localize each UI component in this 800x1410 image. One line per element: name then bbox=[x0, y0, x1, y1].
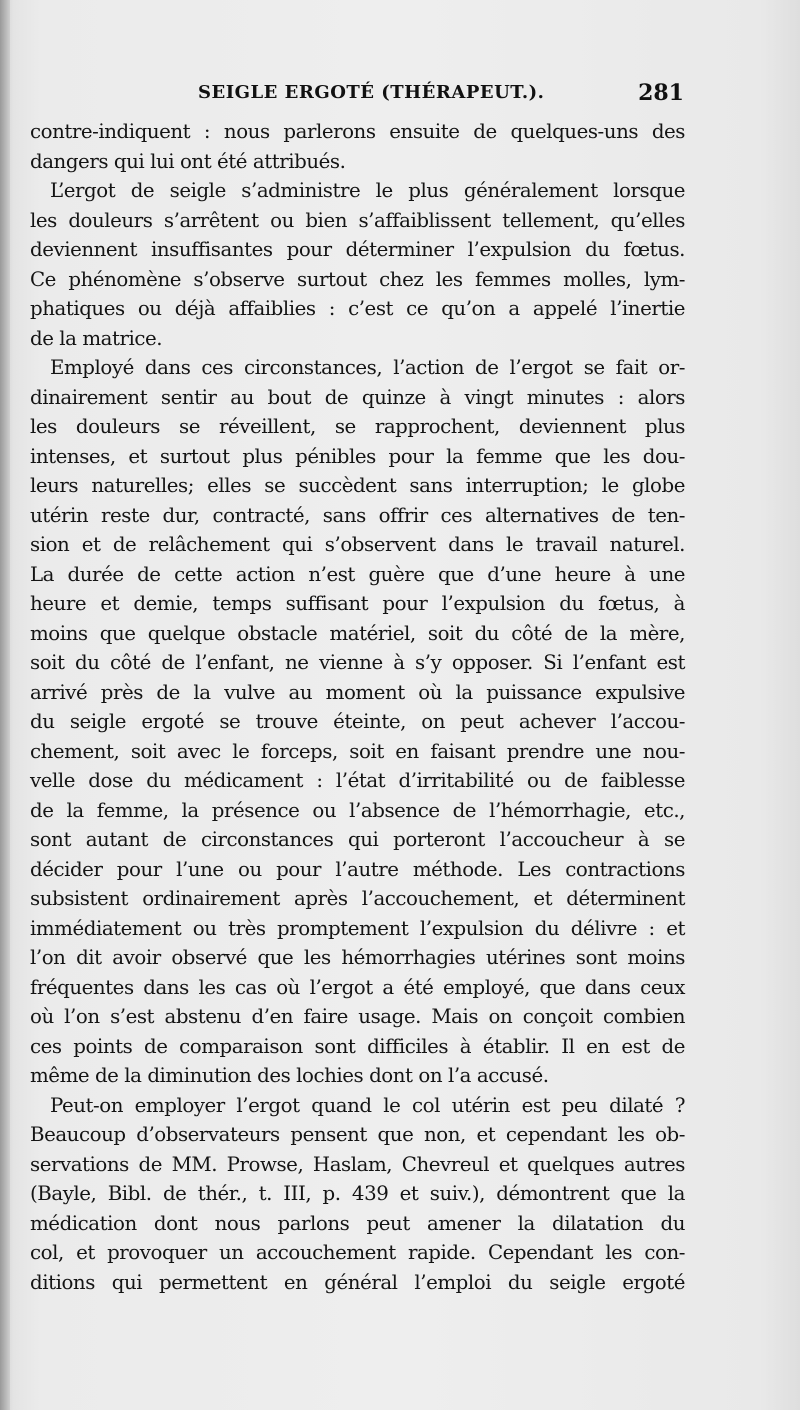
text-line: où l’on s’est abstenu d’en faire usage. Mais on conçoit combien bbox=[30, 1005, 685, 1028]
text-line: contre-indiquent : nous parlerons ensuite de quelques-uns des bbox=[30, 120, 685, 143]
text-line: les douleurs s’arrêtent ou bien s’affaiblissent tellement, qu’elles bbox=[30, 208, 685, 232]
text-line: de la matrice. bbox=[30, 326, 163, 350]
text-line: même de la diminution des lochies dont on l’a accusé. bbox=[30, 1064, 549, 1087]
text-line: intenses, et surtout plus pénibles pour la femme que les dou- bbox=[30, 444, 685, 468]
text-line: velle dose du médicament : l’état d’irritabilité ou de faiblesse bbox=[30, 769, 685, 792]
text-line: leurs naturelles; elles se succèdent sans interruption; le globe bbox=[30, 474, 685, 497]
text-line: ditions qui permettent en général l’emploi du seigle ergoté bbox=[30, 1270, 685, 1294]
text-line: chement, soit avec le forceps, soit en faisant prendre une nou- bbox=[30, 739, 685, 763]
text-line: La durée de cette action n’est guère que d’une heure à une bbox=[30, 562, 685, 586]
text-line: soit du côté de l’enfant, ne vienne à s’y opposer. Si l’enfant est bbox=[30, 651, 685, 674]
text-line: deviennent insuffisantes pour déterminer l’expulsion du fœtus. bbox=[30, 238, 685, 261]
text-line: dinairement sentir au bout de quinze à vingt minutes : alors bbox=[30, 385, 685, 409]
text-line: Peut-on employer l’ergot quand le col utérin est peu dilaté ? bbox=[50, 1093, 685, 1117]
text-line: médication dont nous parlons peut amener la dilatation du bbox=[30, 1211, 685, 1235]
text-line: arrivé près de la vulve au moment où la puissance expulsive bbox=[30, 680, 685, 704]
text-line: Beaucoup d’observateurs pensent que non, et cependant les ob- bbox=[30, 1123, 685, 1146]
running-title: SEIGLE ERGOTÉ (THÉRAPEUT.). bbox=[198, 82, 545, 103]
text-line: les douleurs se réveillent, se rapprochent, deviennent plus bbox=[30, 415, 685, 438]
text-line: moins que quelque obstacle matériel, soit du côté de la mère, bbox=[30, 621, 685, 645]
page-header bbox=[30, 82, 690, 112]
text-line: Ce phénomène s’observe surtout chez les femmes molles, lym- bbox=[30, 267, 685, 291]
text-line: ces points de comparaison sont difficiles à établir. Il en est de bbox=[30, 1034, 685, 1058]
text-line: heure et demie, temps suffisant pour l’expulsion du fœtus, à bbox=[30, 592, 685, 615]
page-number: 281 bbox=[638, 80, 684, 106]
text-line: de la femme, la présence ou l’absence de l’hémorrhagie, etc., bbox=[30, 798, 685, 822]
text-line: fréquentes dans les cas où l’ergot a été employé, que dans ceux bbox=[30, 975, 685, 999]
text-line: phatiques ou déjà affaiblies : c’est ce qu’on a appelé l’inertie bbox=[30, 297, 685, 320]
text-line: servations de MM. Prowse, Haslam, Chevreul et quelques autres bbox=[30, 1152, 685, 1176]
body-text bbox=[30, 117, 685, 1297]
text-line: (Bayle, Bibl. de thér., t. III, p. 439 et suiv.), démontrent que la bbox=[30, 1182, 685, 1205]
text-line: l’on dit avoir observé que les hémorrhagies utérines sont moins bbox=[30, 946, 685, 969]
text-line: dangers qui lui ont été attribués. bbox=[30, 149, 346, 173]
page-gutter-shadow bbox=[0, 0, 10, 1410]
text-line: sion et de relâchement qui s’observent dans le travail naturel. bbox=[30, 533, 685, 556]
text-line: utérin reste dur, contracté, sans offrir ces alternatives de ten- bbox=[30, 503, 685, 527]
text-line: col, et provoquer un accouchement rapide. Cependant les con- bbox=[30, 1241, 685, 1264]
text-line: du seigle ergoté se trouve éteinte, on peut achever l’accou- bbox=[30, 710, 685, 733]
text-line: subsistent ordinairement après l’accouchement, et déterminent bbox=[30, 887, 685, 910]
text-line: décider pour l’une ou pour l’autre méthode. Les contractions bbox=[30, 857, 685, 881]
text-line: L’ergot de seigle s’administre le plus généralement lorsque bbox=[50, 179, 685, 202]
text-line: Employé dans ces circonstances, l’action de l’ergot se fait or- bbox=[50, 356, 685, 379]
text-line: sont autant de circonstances qui porteront l’accoucheur à se bbox=[30, 828, 685, 851]
text-line: immédiatement ou très promptement l’expulsion du délivre : et bbox=[30, 916, 685, 940]
